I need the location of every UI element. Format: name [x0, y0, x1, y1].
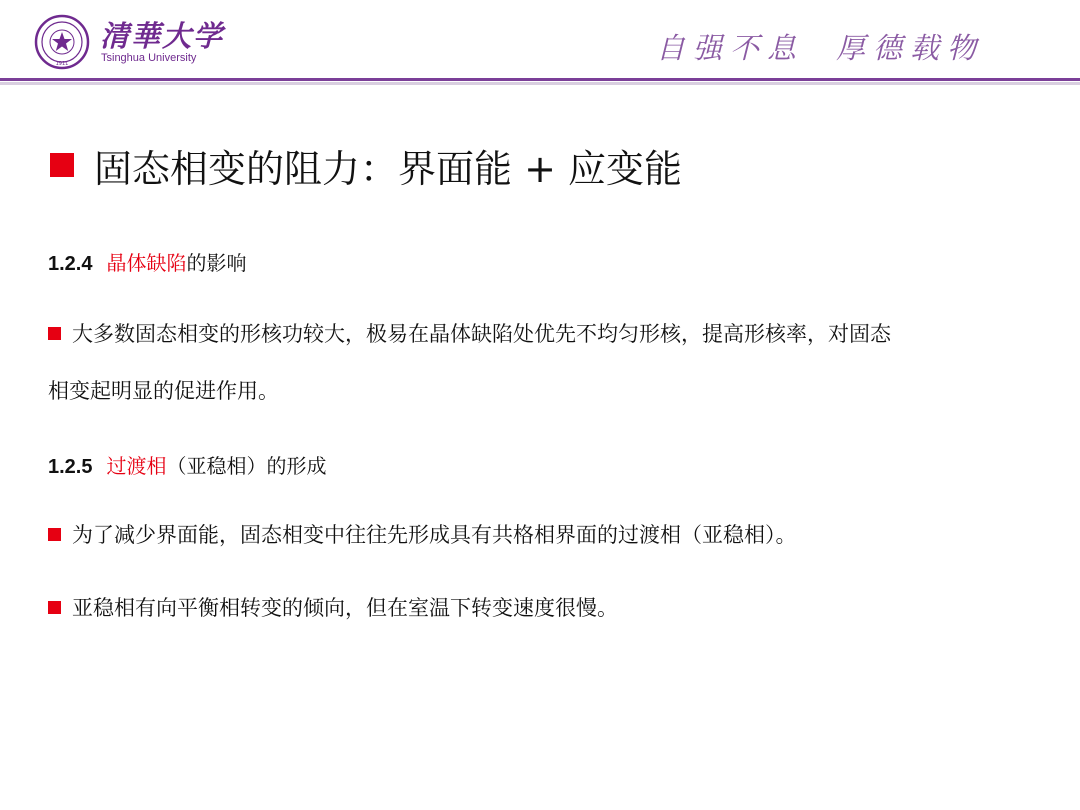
bullet-text: 为了减少界面能，固态相变中往往先形成具有共格相界面的过渡相（亚稳相）。 — [72, 523, 797, 547]
paragraph-line — [48, 375, 279, 405]
paragraph-text: 大多数固态相变的形核功较大，极易在晶体缺陷处优先不均匀形核，提高形核率，对固态 — [72, 322, 891, 346]
bullet-item — [48, 519, 797, 549]
section-heading-rest: （亚稳相）的形成 — [166, 454, 327, 478]
slide-header — [0, 0, 1080, 88]
slide-title-text: 固态相变的阻力：界面能 + 应变能 — [94, 146, 682, 191]
bullet-icon — [48, 528, 61, 541]
university-seal-icon — [34, 14, 90, 70]
section-heading-2 — [48, 450, 326, 479]
bullet-text: 亚稳相有向平衡相转变的倾向，但在室温下转变速度很慢。 — [72, 596, 618, 620]
header-divider — [0, 78, 1080, 81]
university-logo-english: Tsinghua University — [101, 52, 197, 64]
bullet-item — [48, 592, 618, 622]
section-highlight: 晶体缺陷 — [106, 251, 187, 275]
section-heading-rest: 的影响 — [186, 251, 247, 275]
header-divider-shadow — [0, 82, 1080, 85]
motto-part-1: 自强不息 — [656, 31, 805, 65]
section-number: 1.2.4 — [48, 253, 93, 275]
paragraph-text: 相变起明显的促进作用。 — [48, 379, 279, 403]
slide-title — [50, 140, 682, 190]
bullet-icon — [48, 327, 61, 340]
paragraph-line — [48, 318, 891, 348]
section-heading-1 — [48, 247, 246, 276]
bullet-icon — [48, 601, 61, 614]
school-motto — [656, 26, 984, 67]
university-logo-text: 清華大学 — [100, 19, 225, 53]
seal-year-text: 1911 — [55, 61, 69, 67]
section-highlight: 过渡相 — [106, 454, 167, 478]
motto-part-2: 厚德载物 — [836, 31, 985, 65]
section-number: 1.2.5 — [48, 456, 93, 478]
title-bullet-icon — [50, 153, 74, 177]
